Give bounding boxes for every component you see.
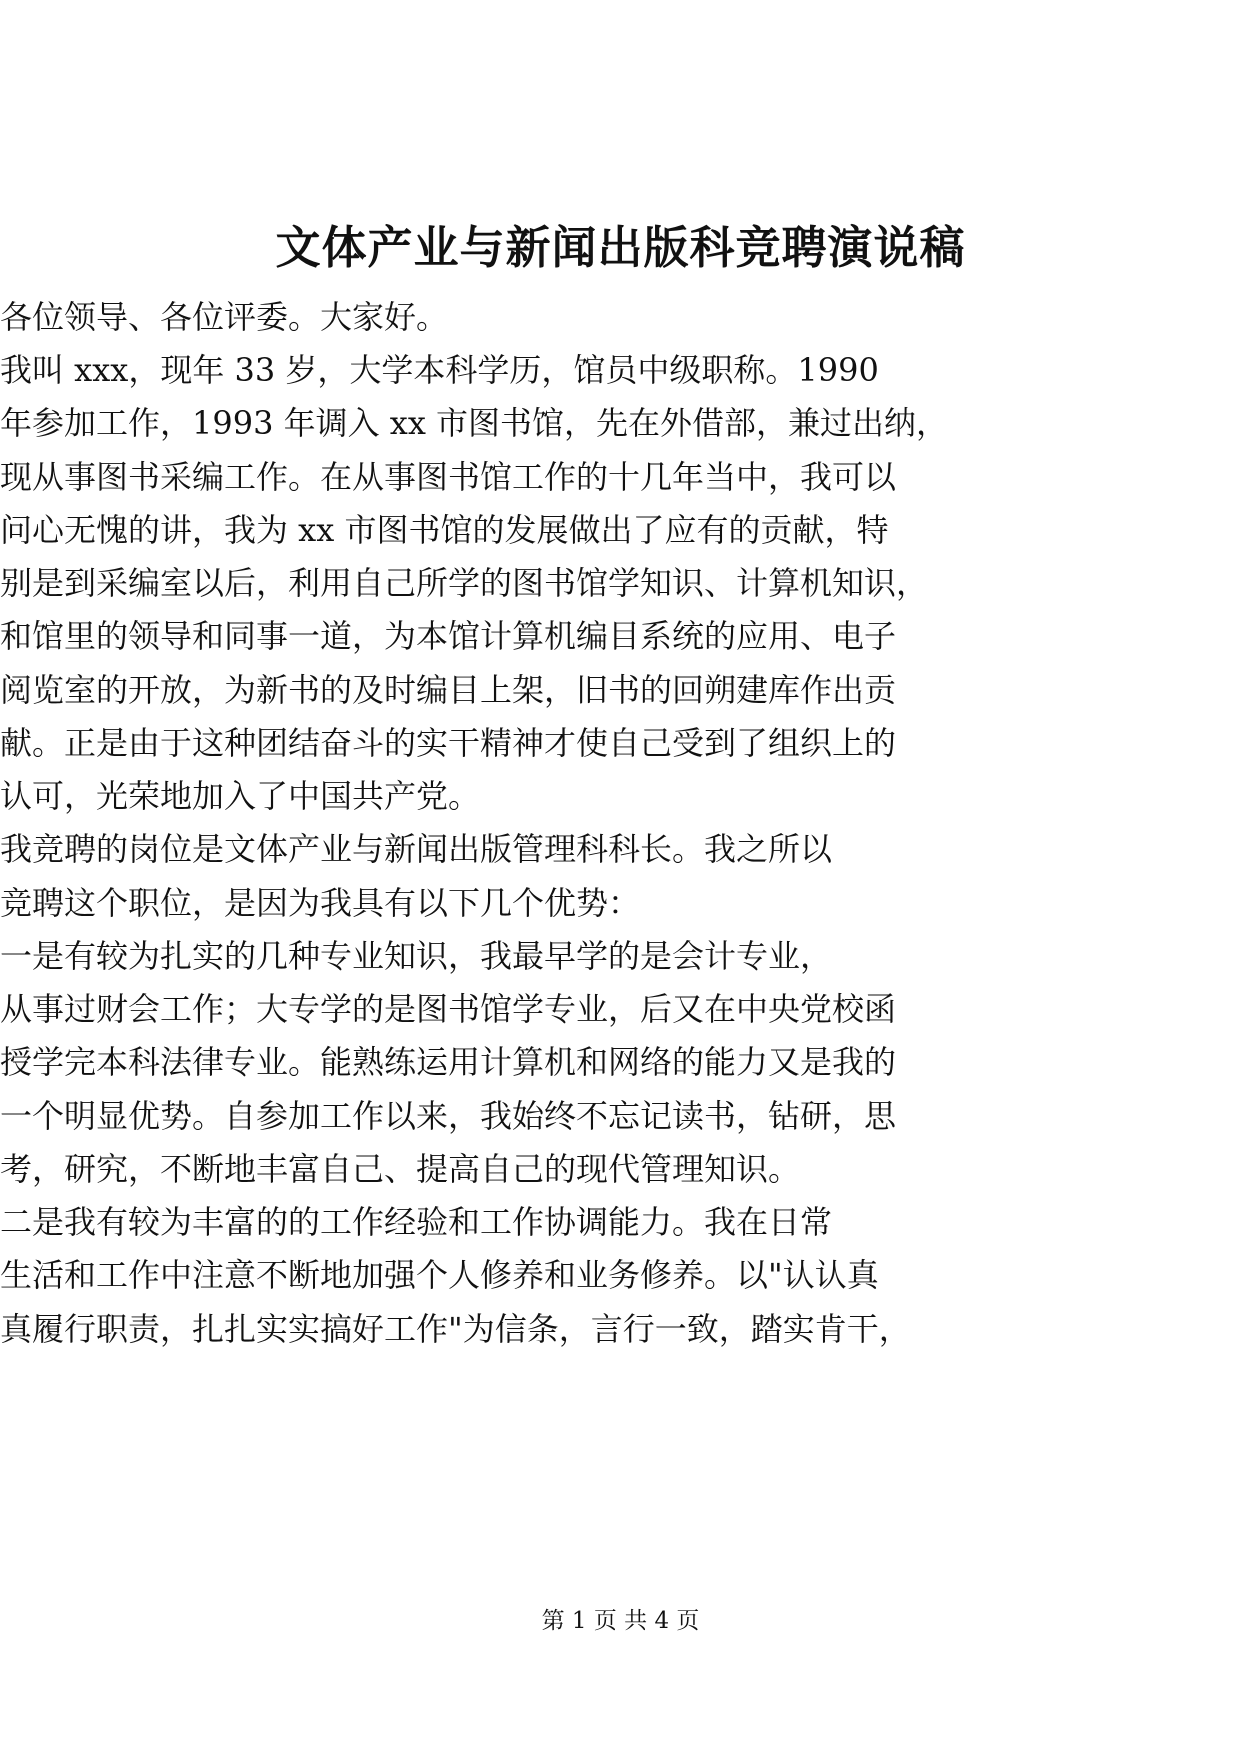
line-text: 考，研究，不断地丰富自己、提高自己的现代管理知识。 [0, 1150, 801, 1188]
line-text: 阅览室的开放，为新书的及时编目上架，旧书的回朔建库作出贡 [0, 671, 897, 709]
line-text: 一个明显优势。自参加工作以来，我始终不忘记读书，钻研，思 [0, 1097, 897, 1135]
line-text: 各位领导、各位评委。大家好。 [0, 298, 449, 336]
line-text: 生活和工作中注意不断地加强个人修养和业务修养。以"认认真 [0, 1256, 879, 1294]
line-text: 竞聘这个职位，是因为我具有以下几个优势： [0, 884, 641, 922]
line-text: 献。正是由于这种团结奋斗的实干精神才使自己受到了组织上的 [0, 724, 897, 762]
line-text: 我竞聘的岗位是文体产业与新闻出版管理科科长。我之所以 [0, 830, 833, 868]
line-text: 问心无愧的讲，我为 xx 市图书馆的发展做出了应有的贡献，特 [0, 511, 889, 549]
line-text: 二是我有较为丰富的的工作经验和工作协调能力。我在日常 [0, 1203, 833, 1241]
line-text: 我叫 xxx，现年 33 岁，大学本科学历，馆员中级职称。1990 [0, 351, 879, 389]
line-text: 别是到采编室以后，利用自己所学的图书馆学知识、计算机知识， [0, 564, 929, 602]
line-text: 真履行职责，扎扎实实搞好工作"为信条，言行一致，踏实肯干， [0, 1310, 911, 1348]
line-text: 授学完本科法律专业。能熟练运用计算机和网络的能力又是我的 [0, 1043, 897, 1081]
page-footer: 第 1 页 共 4 页 [541, 1608, 700, 1634]
line-text: 从事过财会工作；大专学的是图书馆学专业，后又在中央党校函 [0, 990, 897, 1028]
line-text: 年参加工作，1993 年调入 xx 市图书馆，先在外借部，兼过出纳， [0, 404, 949, 442]
line-text: 和馆里的领导和同事一道，为本馆计算机编目系统的应用、电子 [0, 617, 897, 655]
line-text: 现从事图书采编工作。在从事图书馆工作的十几年当中，我可以 [0, 458, 897, 496]
line-text: 认可，光荣地加入了中国共产党。 [0, 777, 481, 815]
line-text: 一是有较为扎实的几种专业知识，我最早学的是会计专业， [0, 937, 833, 975]
document-title: 文体产业与新闻出版科竞聘演说稿 [275, 221, 966, 274]
